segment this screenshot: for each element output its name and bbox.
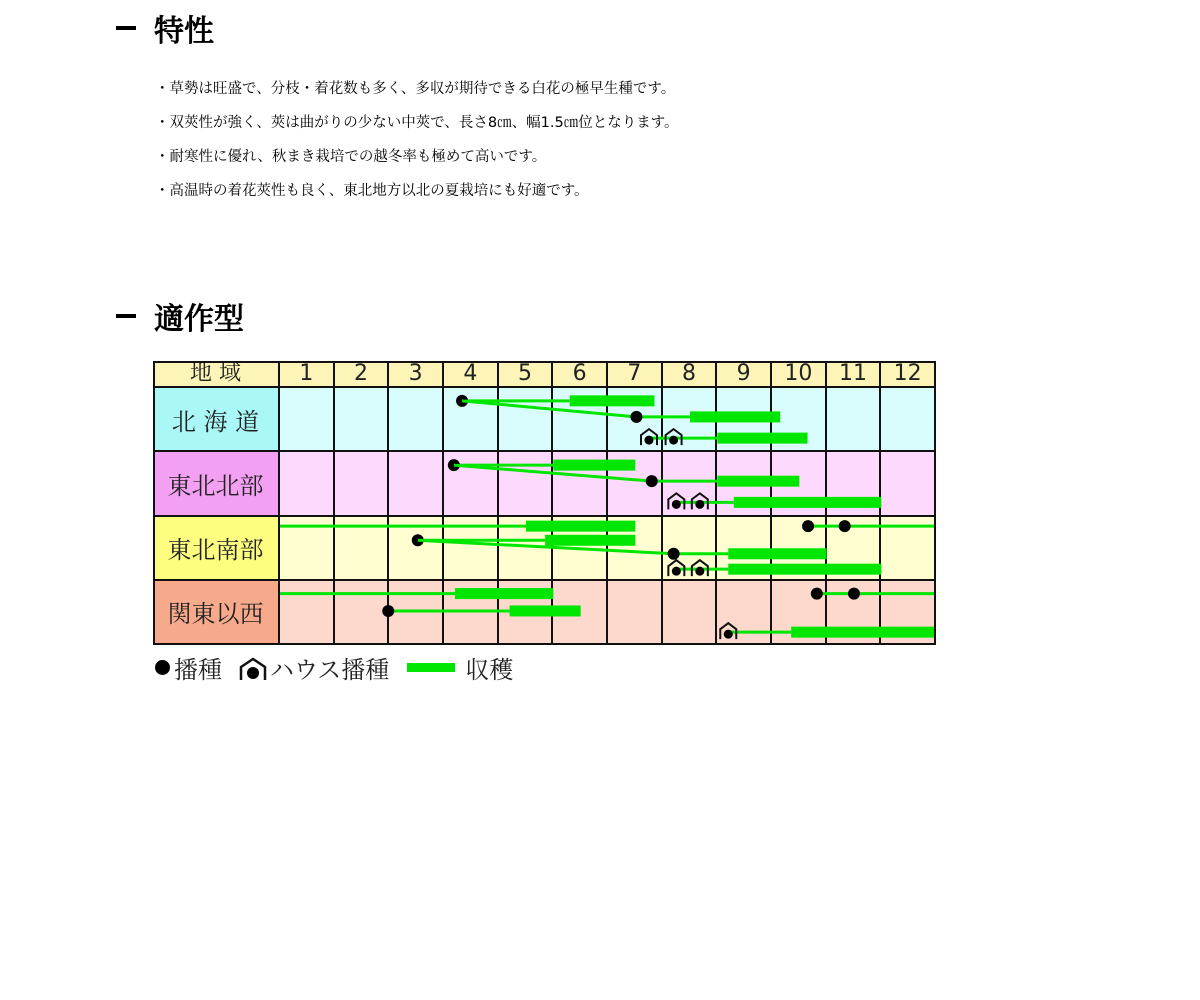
cropping-schedule-chart <box>153 361 936 645</box>
month-cell <box>280 517 335 581</box>
header-region: 地 域 <box>153 361 280 388</box>
dash-icon <box>116 314 136 318</box>
month-cell <box>881 581 936 645</box>
month-cell <box>499 517 554 581</box>
header-month: 9 <box>717 361 772 388</box>
characteristics-list <box>155 78 679 214</box>
header-month: 6 <box>553 361 608 388</box>
month-cell <box>827 517 882 581</box>
harvest-bar-icon <box>407 663 455 672</box>
month-cell <box>499 452 554 516</box>
month-cell <box>389 517 444 581</box>
month-cell <box>881 517 936 581</box>
month-cell <box>608 388 663 452</box>
header-month: 12 <box>881 361 936 388</box>
month-cell <box>772 452 827 516</box>
section-title-text: 特性 <box>154 14 214 49</box>
list-item: ・草勢は旺盛で、分枝・着花数も多く、多収が期待できる白花の極早生種です。 <box>155 81 676 97</box>
header-month: 3 <box>389 361 444 388</box>
month-cell <box>444 388 499 452</box>
region-label: 東北南部 <box>153 517 280 581</box>
month-cell <box>335 517 390 581</box>
month-cell <box>335 452 390 516</box>
month-cell <box>389 388 444 452</box>
month-cell <box>717 452 772 516</box>
month-cell <box>553 452 608 516</box>
month-cell <box>881 388 936 452</box>
section-title-text: 適作型 <box>154 302 244 337</box>
month-cell <box>663 452 718 516</box>
list-item: ・耐寒性に優れ、秋まき栽培での越冬率も極めて高いです。 <box>155 149 547 165</box>
header-month: 2 <box>335 361 390 388</box>
month-cell <box>608 452 663 516</box>
legend-harvest-label: 収穫 <box>465 656 514 684</box>
month-cell <box>772 581 827 645</box>
region-label: 北 海 道 <box>153 388 280 452</box>
month-cell <box>881 452 936 516</box>
month-cell <box>389 581 444 645</box>
month-cell <box>389 452 444 516</box>
month-cell <box>772 388 827 452</box>
header-month: 7 <box>608 361 663 388</box>
month-cell <box>553 388 608 452</box>
month-cell <box>553 581 608 645</box>
header-month: 5 <box>499 361 554 388</box>
month-cell <box>499 581 554 645</box>
month-cell <box>553 517 608 581</box>
header-month: 10 <box>772 361 827 388</box>
month-cell <box>335 581 390 645</box>
month-cell <box>608 581 663 645</box>
month-cell <box>663 581 718 645</box>
month-cell <box>280 388 335 452</box>
list-item: ・双莢性が強く、莢は曲がりの少ない中莢で、長さ8㎝、幅1.5㎝位となります。 <box>155 115 679 131</box>
month-cell <box>663 388 718 452</box>
month-cell <box>717 388 772 452</box>
section-title-cropping-type <box>116 294 244 338</box>
month-cell <box>717 517 772 581</box>
month-cell <box>335 388 390 452</box>
chart-legend <box>155 650 513 685</box>
header-month: 11 <box>827 361 882 388</box>
month-cell <box>827 581 882 645</box>
month-cell <box>827 452 882 516</box>
section-title-characteristics <box>116 6 214 50</box>
header-month: 1 <box>280 361 335 388</box>
region-label: 関東以西 <box>153 581 280 645</box>
month-cell <box>444 452 499 516</box>
month-cell <box>608 517 663 581</box>
month-cell <box>663 517 718 581</box>
month-cell <box>717 581 772 645</box>
month-cell <box>499 388 554 452</box>
legend-house-sow-label: ハウス播種 <box>270 656 390 684</box>
house-sow-icon <box>236 654 270 682</box>
header-month: 8 <box>663 361 718 388</box>
month-cell <box>827 388 882 452</box>
month-cell <box>772 517 827 581</box>
region-label: 東北北部 <box>153 452 280 516</box>
month-cell <box>280 581 335 645</box>
header-month: 4 <box>444 361 499 388</box>
dash-icon <box>116 26 136 30</box>
sow-dot-icon <box>155 660 170 675</box>
legend-sow-label: 播種 <box>174 656 222 684</box>
month-cell <box>444 517 499 581</box>
list-item: ・高温時の着花莢性も良く、東北地方以北の夏栽培にも好適です。 <box>155 183 589 199</box>
month-cell <box>444 581 499 645</box>
month-cell <box>280 452 335 516</box>
